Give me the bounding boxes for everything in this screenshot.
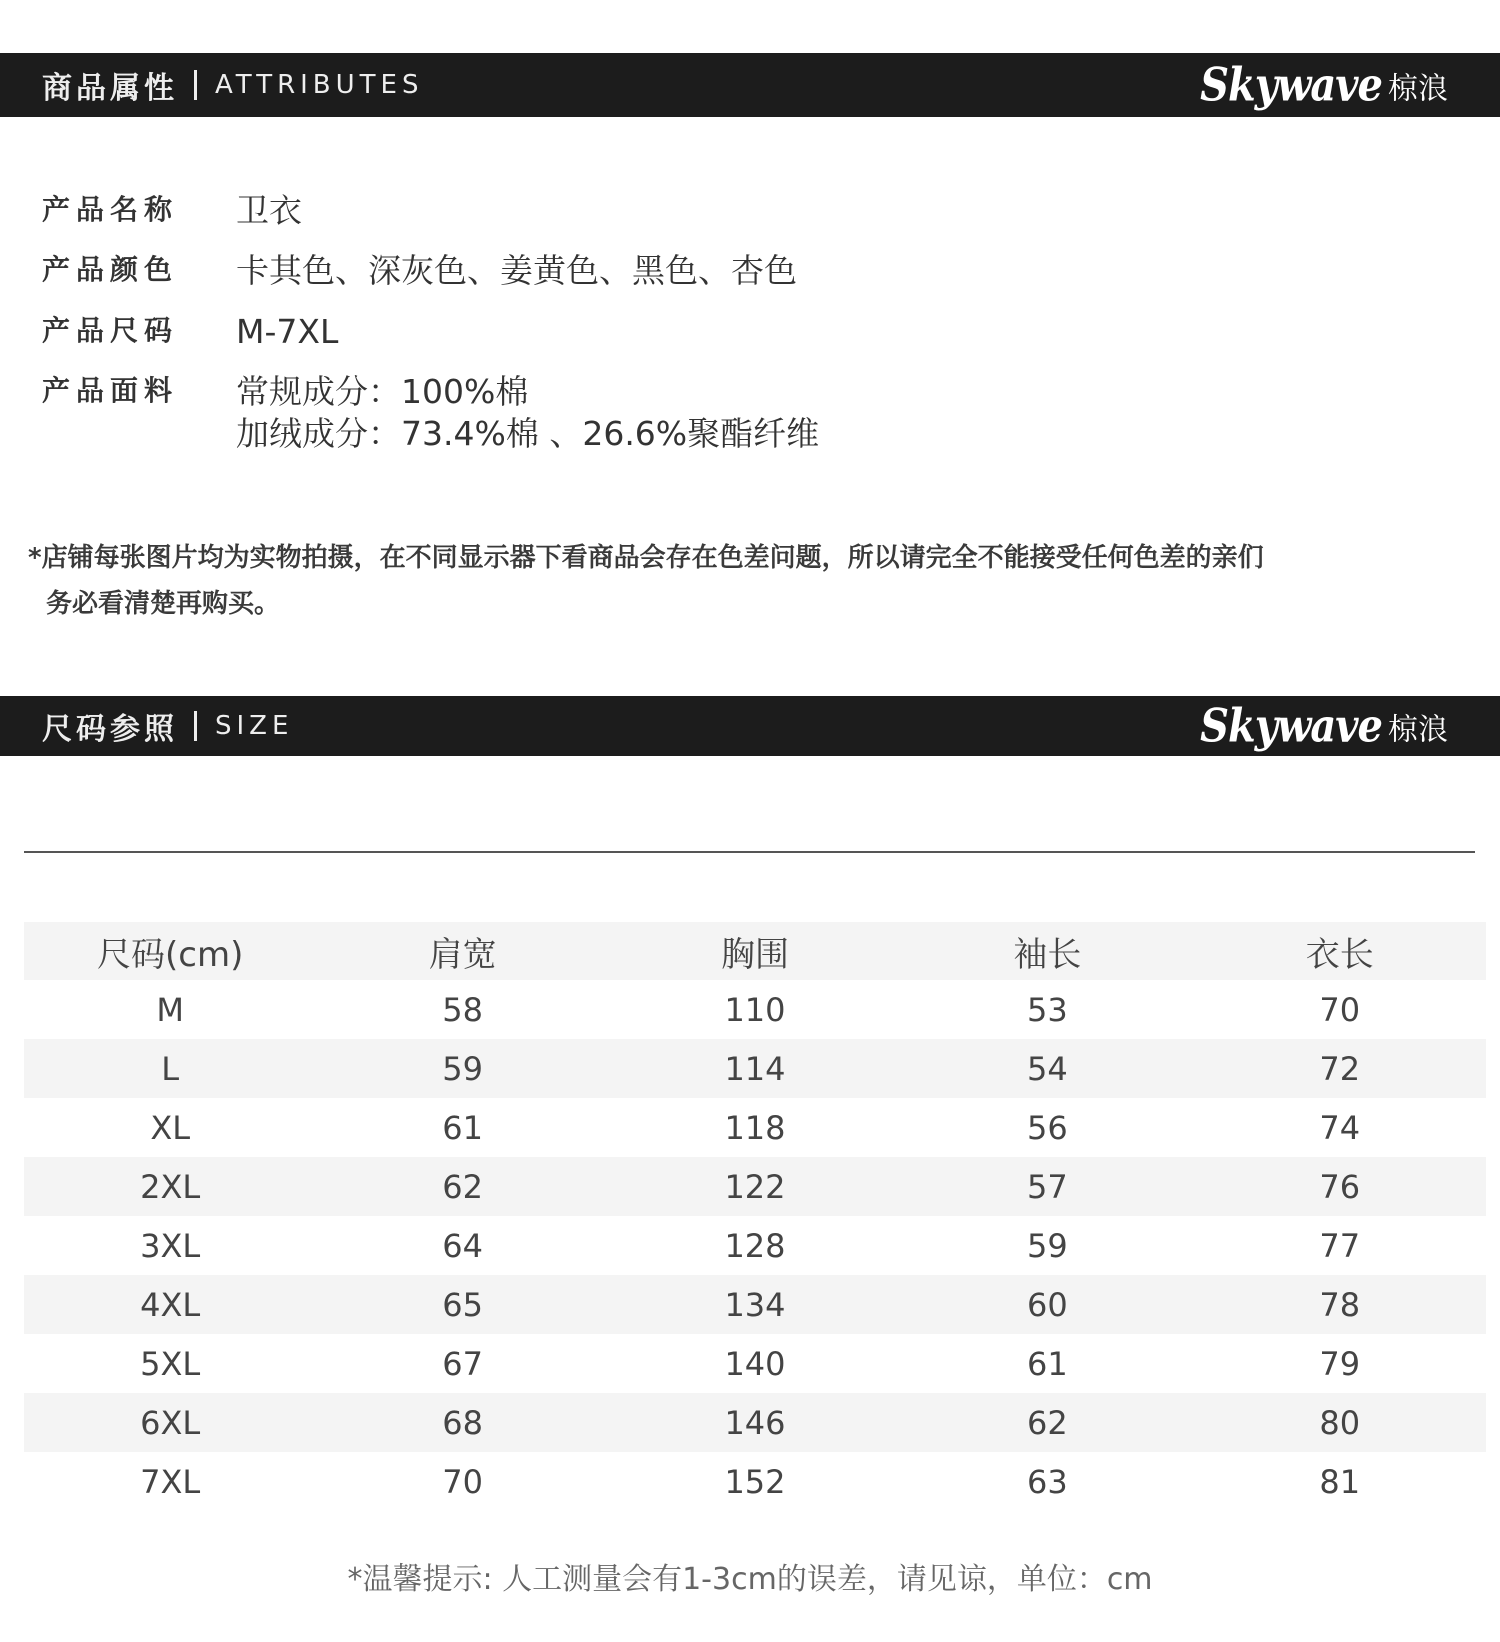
size-title-en: SIZE bbox=[215, 711, 294, 741]
table-row bbox=[24, 1393, 1486, 1452]
table-row bbox=[24, 1098, 1486, 1157]
column-header-size: 尺码(cm) bbox=[97, 934, 244, 975]
table-cell: 5XL bbox=[140, 1344, 201, 1383]
size-title-zh: 尺码参照 bbox=[42, 712, 178, 747]
column-header-shoulder: 肩宽 bbox=[428, 934, 497, 975]
column-header-length: 衣长 bbox=[1305, 934, 1374, 975]
table-cell: 68 bbox=[442, 1403, 483, 1442]
table-cell: 80 bbox=[1319, 1403, 1361, 1442]
attr-value bbox=[236, 311, 338, 353]
attr-value-line: 卡其色、深灰色、姜黄色、黑色、杏色 bbox=[236, 251, 797, 290]
table-cell: 134 bbox=[724, 1285, 786, 1324]
table-cell: 110 bbox=[724, 990, 786, 1029]
table-cell: 61 bbox=[442, 1108, 483, 1147]
attr-value bbox=[236, 190, 302, 232]
table-cell: 118 bbox=[724, 1108, 786, 1147]
divider-line bbox=[24, 851, 1475, 853]
attr-value-line: 常规成分：100%棉 bbox=[236, 372, 529, 411]
table-cell: 3XL bbox=[140, 1226, 201, 1265]
table-header-row bbox=[24, 922, 1486, 980]
attr-value-line: 卫衣 bbox=[236, 191, 302, 230]
brand-name-zh: 椋浪 bbox=[1388, 712, 1448, 748]
table-row bbox=[24, 980, 1486, 1039]
attributes-title-zh: 商品属性 bbox=[42, 71, 178, 106]
table-cell: 60 bbox=[1027, 1285, 1068, 1324]
attr-value-line: M-7XL bbox=[236, 312, 339, 351]
table-row bbox=[24, 1275, 1486, 1334]
table-cell: 62 bbox=[1027, 1403, 1068, 1442]
brand-logo bbox=[1200, 57, 1448, 113]
table-cell: 77 bbox=[1319, 1226, 1361, 1265]
attributes-header-title bbox=[42, 63, 424, 107]
attr-label: 产品尺码 bbox=[42, 314, 179, 347]
notice-line-1: *店铺每张图片均为实物拍摄，在不同显示器下看商品会存在色差问题，所以请完全不能接受任何色差的亲们 bbox=[28, 543, 1264, 573]
attributes-title-en: ATTRIBUTES bbox=[215, 70, 424, 100]
table-cell: 2XL bbox=[140, 1167, 201, 1206]
brand-name-en: Skywave bbox=[1200, 57, 1382, 113]
table-cell: 59 bbox=[1027, 1226, 1068, 1265]
table-cell: 146 bbox=[724, 1403, 786, 1442]
table-row bbox=[24, 1157, 1486, 1216]
table-cell: 70 bbox=[442, 1462, 483, 1501]
table-cell: 140 bbox=[724, 1344, 786, 1383]
table-cell: 79 bbox=[1319, 1344, 1361, 1383]
brand-name-en: Skywave bbox=[1200, 698, 1382, 754]
table-cell: 74 bbox=[1319, 1108, 1361, 1147]
table-cell: 63 bbox=[1027, 1462, 1068, 1501]
attr-row-fabric bbox=[42, 371, 1442, 455]
table-cell: 65 bbox=[442, 1285, 483, 1324]
brand-name-zh: 椋浪 bbox=[1388, 71, 1448, 107]
table-cell: XL bbox=[150, 1108, 191, 1147]
table-cell: L bbox=[161, 1049, 180, 1088]
table-cell: 7XL bbox=[140, 1462, 201, 1501]
measurement-tip: *温馨提示: 人工测量会有1-3cm的误差，请见谅，单位：cm bbox=[347, 1562, 1153, 1597]
table-cell: 57 bbox=[1027, 1167, 1068, 1206]
attr-label: 产品面料 bbox=[42, 374, 179, 407]
attr-row-size bbox=[42, 311, 1442, 353]
attr-label: 产品颜色 bbox=[42, 253, 179, 286]
size-header-title bbox=[42, 704, 293, 748]
table-cell: 53 bbox=[1027, 990, 1068, 1029]
table-cell: 114 bbox=[724, 1049, 786, 1088]
table-cell: 56 bbox=[1027, 1108, 1068, 1147]
attributes-header-bar bbox=[0, 53, 1500, 117]
table-cell: 152 bbox=[724, 1462, 786, 1501]
attr-value bbox=[236, 250, 797, 292]
table-cell: 4XL bbox=[140, 1285, 201, 1324]
notice-line-2: 务必看清楚再购买。 bbox=[46, 589, 281, 619]
table-cell: 61 bbox=[1027, 1344, 1068, 1383]
attr-row-color bbox=[42, 250, 1442, 292]
attr-label: 产品名称 bbox=[42, 193, 179, 226]
table-cell: 72 bbox=[1319, 1049, 1361, 1088]
size-table bbox=[24, 922, 1486, 1511]
table-row bbox=[24, 1039, 1486, 1098]
table-cell: 128 bbox=[724, 1226, 786, 1265]
color-difference-notice bbox=[28, 535, 1358, 627]
table-cell: 6XL bbox=[140, 1403, 201, 1442]
table-cell: M bbox=[156, 990, 184, 1029]
size-header-bar bbox=[0, 696, 1500, 756]
table-cell: 81 bbox=[1319, 1462, 1361, 1501]
attr-value bbox=[236, 371, 819, 455]
header-separator bbox=[194, 711, 197, 741]
table-cell: 62 bbox=[442, 1167, 483, 1206]
table-cell: 54 bbox=[1027, 1049, 1068, 1088]
brand-logo bbox=[1200, 698, 1448, 754]
table-row bbox=[24, 1334, 1486, 1393]
table-row bbox=[24, 1452, 1486, 1511]
attr-row-name bbox=[42, 190, 1442, 232]
table-cell: 76 bbox=[1319, 1167, 1361, 1206]
table-cell: 67 bbox=[442, 1344, 483, 1383]
table-cell: 58 bbox=[442, 990, 483, 1029]
table-cell: 64 bbox=[442, 1226, 483, 1265]
column-header-chest: 胸围 bbox=[720, 934, 789, 975]
table-cell: 122 bbox=[724, 1167, 786, 1206]
table-cell: 59 bbox=[442, 1049, 483, 1088]
header-separator bbox=[194, 70, 197, 100]
column-header-sleeve: 袖长 bbox=[1013, 934, 1082, 975]
table-row bbox=[24, 1216, 1486, 1275]
table-cell: 70 bbox=[1319, 990, 1361, 1029]
table-cell: 78 bbox=[1319, 1285, 1361, 1324]
attr-value-line: 加绒成分：73.4%棉 、26.6%聚酯纤维 bbox=[236, 414, 820, 453]
